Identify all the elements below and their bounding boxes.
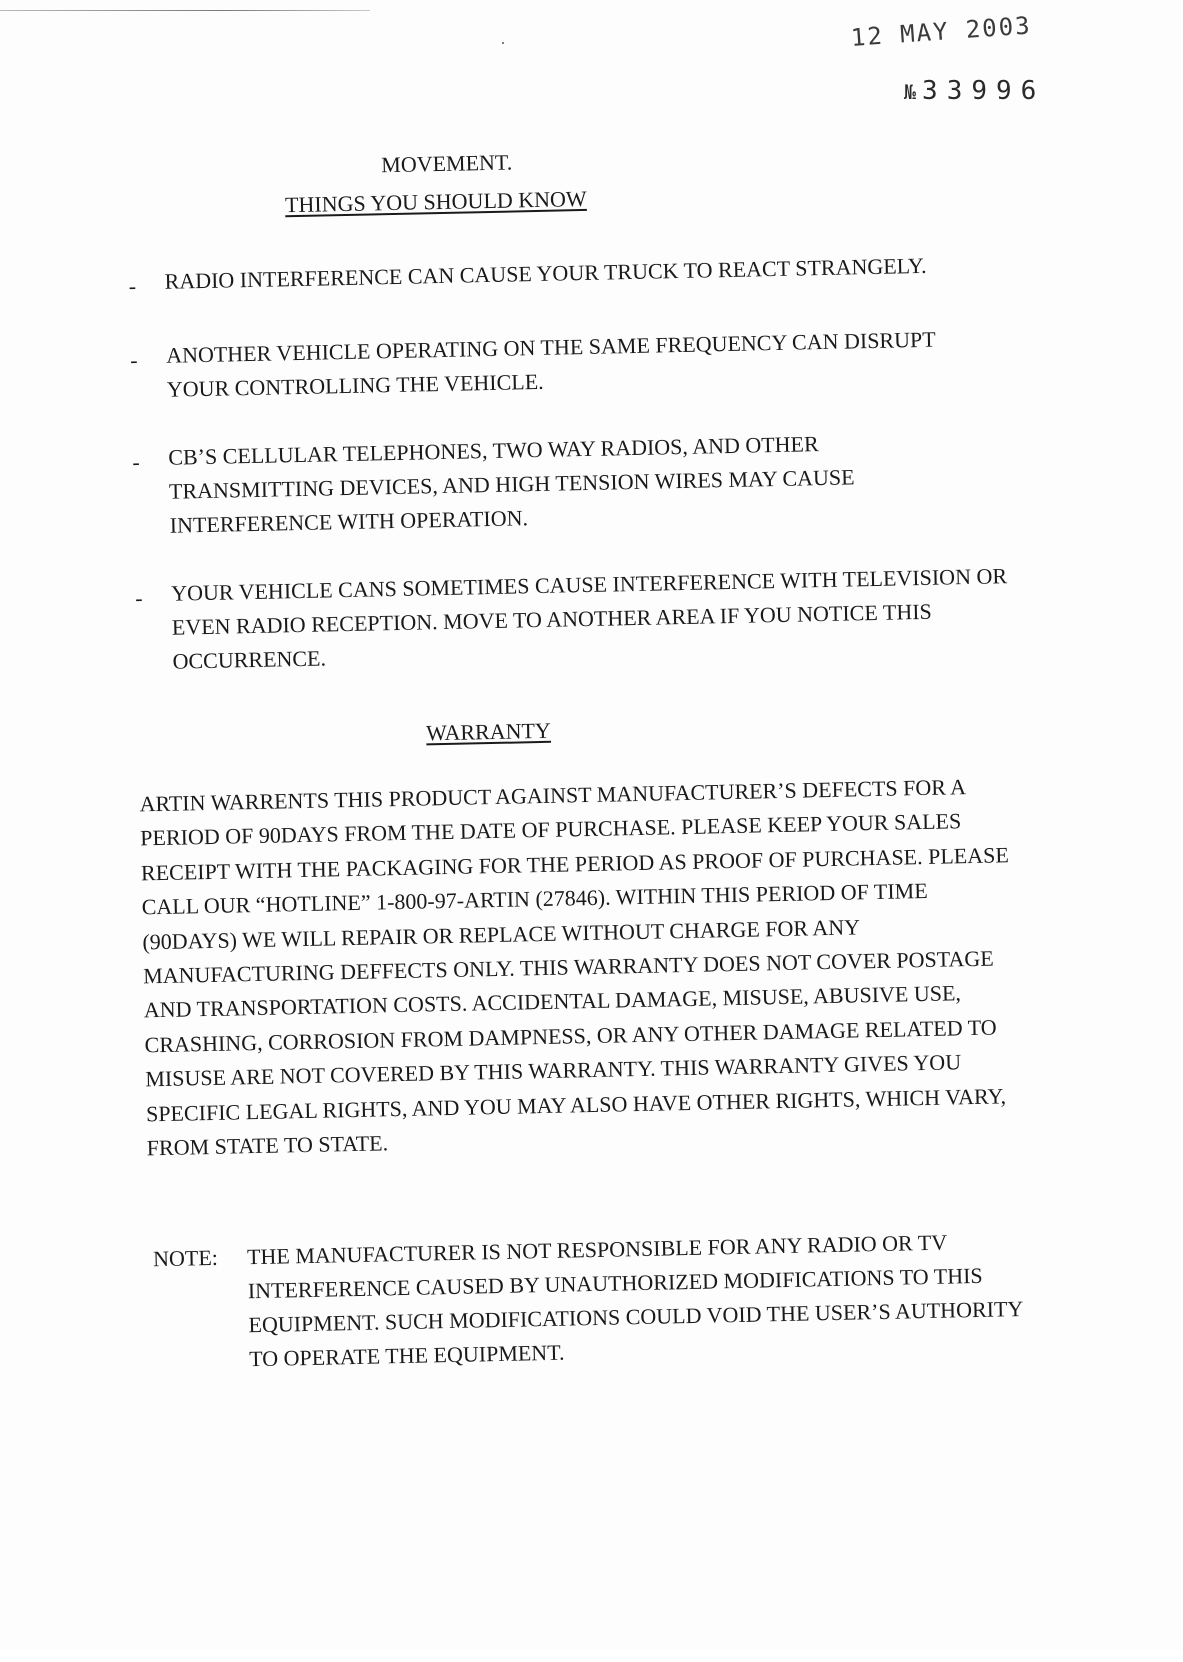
warranty-paragraph: ARTIN WARRENTS THIS PRODUCT AGAINST MANUFACTURER’S DEFECTS FOR A PERIOD OF 90DAYS FROM THE DATE OF PURCHASE. PLEASE KEEP YOUR SALES RECEIPT WITH THE PACKAGING FOR THE PERIOD AS PROOF OF PURCHASE. PLEASE CALL OUR “HOTLINE” 1-800-97-ARTIN (27846). WITHIN THIS PERIOD OF TIME (90DAYS) WE WILL REPAIR OR REPLACE WITHOUT CHARGE FOR ANY MANUFACTURING DEFFECTS ONLY. THIS WARRANTY DOES NOT COVER POSTAGE AND TRANSPORTATION COSTS. ACCIDENTAL DAMAGE, MISUSE, ABUSIVE USE, CRASHING, CORROSION FROM DAMPNESS, OR ANY OTHER DAMAGE RELATED TO MISUSE ARE NOT COVERED BY THIS WARRANTY. THIS WARRANTY GIVES YOU SPECIFIC LEGAL RIGHTS, AND YOU MAY ALSO HAVE OTHER RIGHTS, WHICH VARY, FROM STATE TO STATE. — [139, 774, 1009, 1161]
bullet-text: YOUR VEHICLE CANS SOMETIMES CAUSE INTERFERENCE WITH TELEVISION OR EVEN RADIO RECEPTION. MOVE TO ANOTHER AREA IF YOU NOTICE THIS OCCURRENCE. — [170, 563, 1008, 674]
list-item — [128, 247, 1019, 300]
document-number: 33996 — [922, 76, 1046, 106]
note-label: NOTE: — [152, 1244, 219, 1272]
bullet-dash: - — [134, 585, 143, 611]
section-title: MOVEMENT. — [380, 149, 513, 178]
bullet-text: ANOTHER VEHICLE OPERATING ON THE SAME FREQUENCY CAN DISRUPT YOUR CONTROLLING THE VEHICLE. — [165, 326, 936, 402]
warranty-heading: WARRANTY — [425, 717, 552, 746]
number-prefix: № — [904, 80, 917, 104]
note-block — [153, 1224, 1036, 1378]
list-item — [135, 559, 1027, 680]
bullet-text: CB’S CELLULAR TELEPHONES, TWO WAY RADIOS, AND OTHER TRANSMITTING DEVICES, AND HIGH TENSION WIRES MAY CAUSE INTERFERENCE WITH OPERATION. — [168, 431, 855, 538]
bullet-dash: - — [132, 449, 140, 475]
note-text: THE MANUFACTURER IS NOT RESPONSIBLE FOR ANY RADIO OR TV INTERFERENCE CAUSED BY UNAUTHORIZED MODIFICATIONS TO THIS EQUIPMENT. SUCH MODIFICATIONS COULD VOID THE USER’S AUTHORITY TO OPERATE THE EQUIPMENT. — [246, 1229, 1023, 1372]
list-item — [132, 423, 1024, 544]
bullet-dash: - — [128, 273, 137, 299]
list-item — [130, 321, 1021, 408]
section-subtitle: THINGS YOU SHOULD KNOW — [284, 185, 587, 218]
bullet-text: RADIO INTERFERENCE CAN CAUSE YOUR TRUCK TO REACT STRANGELY. — [164, 252, 927, 294]
received-date-stamp: 12 MAY 2003 — [850, 11, 1033, 52]
bullet-dash: - — [130, 347, 138, 373]
